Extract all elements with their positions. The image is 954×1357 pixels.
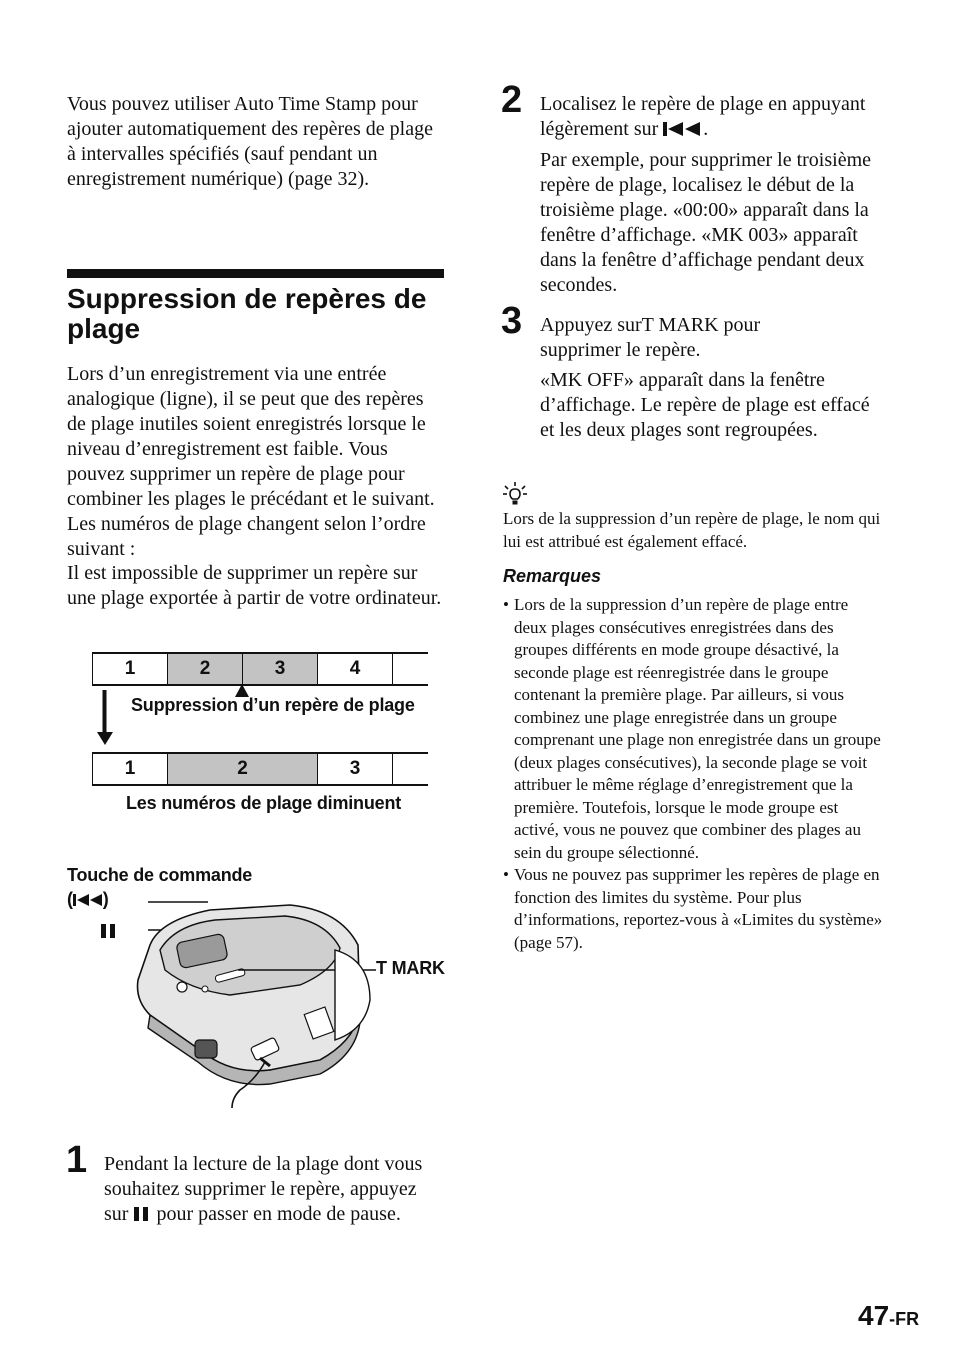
prev-track-icon [663,121,703,137]
pause-icon [100,923,118,939]
step-3-detail: «MK OFF» apparaît dans la fenêtre d’affichage. Le repère de plage est effacé et les deux plages sont regroupées. [540,369,870,441]
list-item: • Vous ne pouvez pas supprimer les repères de plage en fonction des limites du système. Pour plus d’informations, reportez-vous à «Limites du système» (page 57). [503,864,883,954]
track-cell [392,754,428,784]
list-item: • Lors de la suppression d’un repère de plage entre deux plages consécutives enregistrées dans des groupes différents en mode groupe désactivé, la seconde plage est réenregistrée dans le groupe contenant la première plage. Par ailleurs, si vous combinez une plage enregistrée dans un groupe comprenant une plage non enregistrée dans un groupe (deux plages consécutives), la seconde plage se voit attribuer le même réglage d’enregistrement que la première. Toutefois, lorsque le mode groupe est activé, vous ne pouvez que combiner des plages au sein du groupe sélectionné. [503,594,883,864]
heading-rule [67,269,444,278]
step-2-text: Localisez le repère de plage en appuyant légèrement sur . [540,93,866,140]
body-paragraph-2: Il est impossible de supprimer un repère sur une plage exportée à partir de votre ordinateur. [67,562,442,609]
remarques-list [503,594,883,954]
lightbulb-icon [503,482,527,506]
diagram-caption-delete: Suppression d’un repère de plage [131,695,415,715]
track-cell: 1 [92,754,167,784]
track-cell: 1 [92,654,167,684]
track-cell: 2 [167,754,317,784]
step-2-detail: Par exemple, pour supprimer le troisième repère de plage, localisez le début de la troisième plage. «00:00» apparaît dans la fenêtre d’affichage. «MK 003» apparaît dans la fenêtre d’affichage pendant deux secondes. [540,149,872,296]
body-paragraph-1: Lors d’un enregistrement via une entrée analogique (ligne), il se peut que des repères de plage inutiles soient enregistrés lorsque le niveau d’enregistrement est faible. Vous pouvez supprimer un repère de plage pour combiner les plages le précédant et le suivant. Les numéros de plage changent selon l’ordre suivant : [67,363,435,560]
track-cell: 3 [242,654,317,684]
track-cell: 2 [167,654,242,684]
track-row-before [92,652,428,686]
track-row-after [92,752,428,786]
t-mark-label: T MARK [376,958,445,978]
intro-paragraph: Vous pouvez utiliser Auto Time Stamp pour ajouter automatiquement des repères de plage à intervalles spécifiés (sauf pendant un enregistrement numérique) (page 32). [67,93,433,190]
minidisc-player-illustration [120,890,380,1110]
tip-text: Lors de la suppression d’un repère de plage, le nom qui lui est attribué est également effacé. [503,509,881,551]
control-key-label: Touche de commande ( ) [67,865,253,909]
track-cell: 4 [317,654,392,684]
page-number: 47-FR [858,1300,920,1331]
prev-track-icon [73,893,103,907]
step-3-text: Appuyez surT MARK pour supprimer le repère. [540,314,761,361]
track-cell [392,654,428,684]
step-number: 1 [66,1139,88,1181]
pause-icon [133,1206,151,1222]
diagram-caption-decrease: Les numéros de plage diminuent [126,793,402,813]
down-arrow-icon [95,690,115,746]
track-cell: 3 [317,754,392,784]
step-1-text: Pendant la lecture de la plage dont vous souhaitez supprimer le repère, appuyez sur pour passer en mode de pause. [104,1153,423,1225]
step-number: 3 [501,300,523,342]
step-number: 2 [501,79,523,121]
remarques-title: Remarques [503,566,602,586]
section-heading: Suppression de repères de plage [67,283,427,344]
